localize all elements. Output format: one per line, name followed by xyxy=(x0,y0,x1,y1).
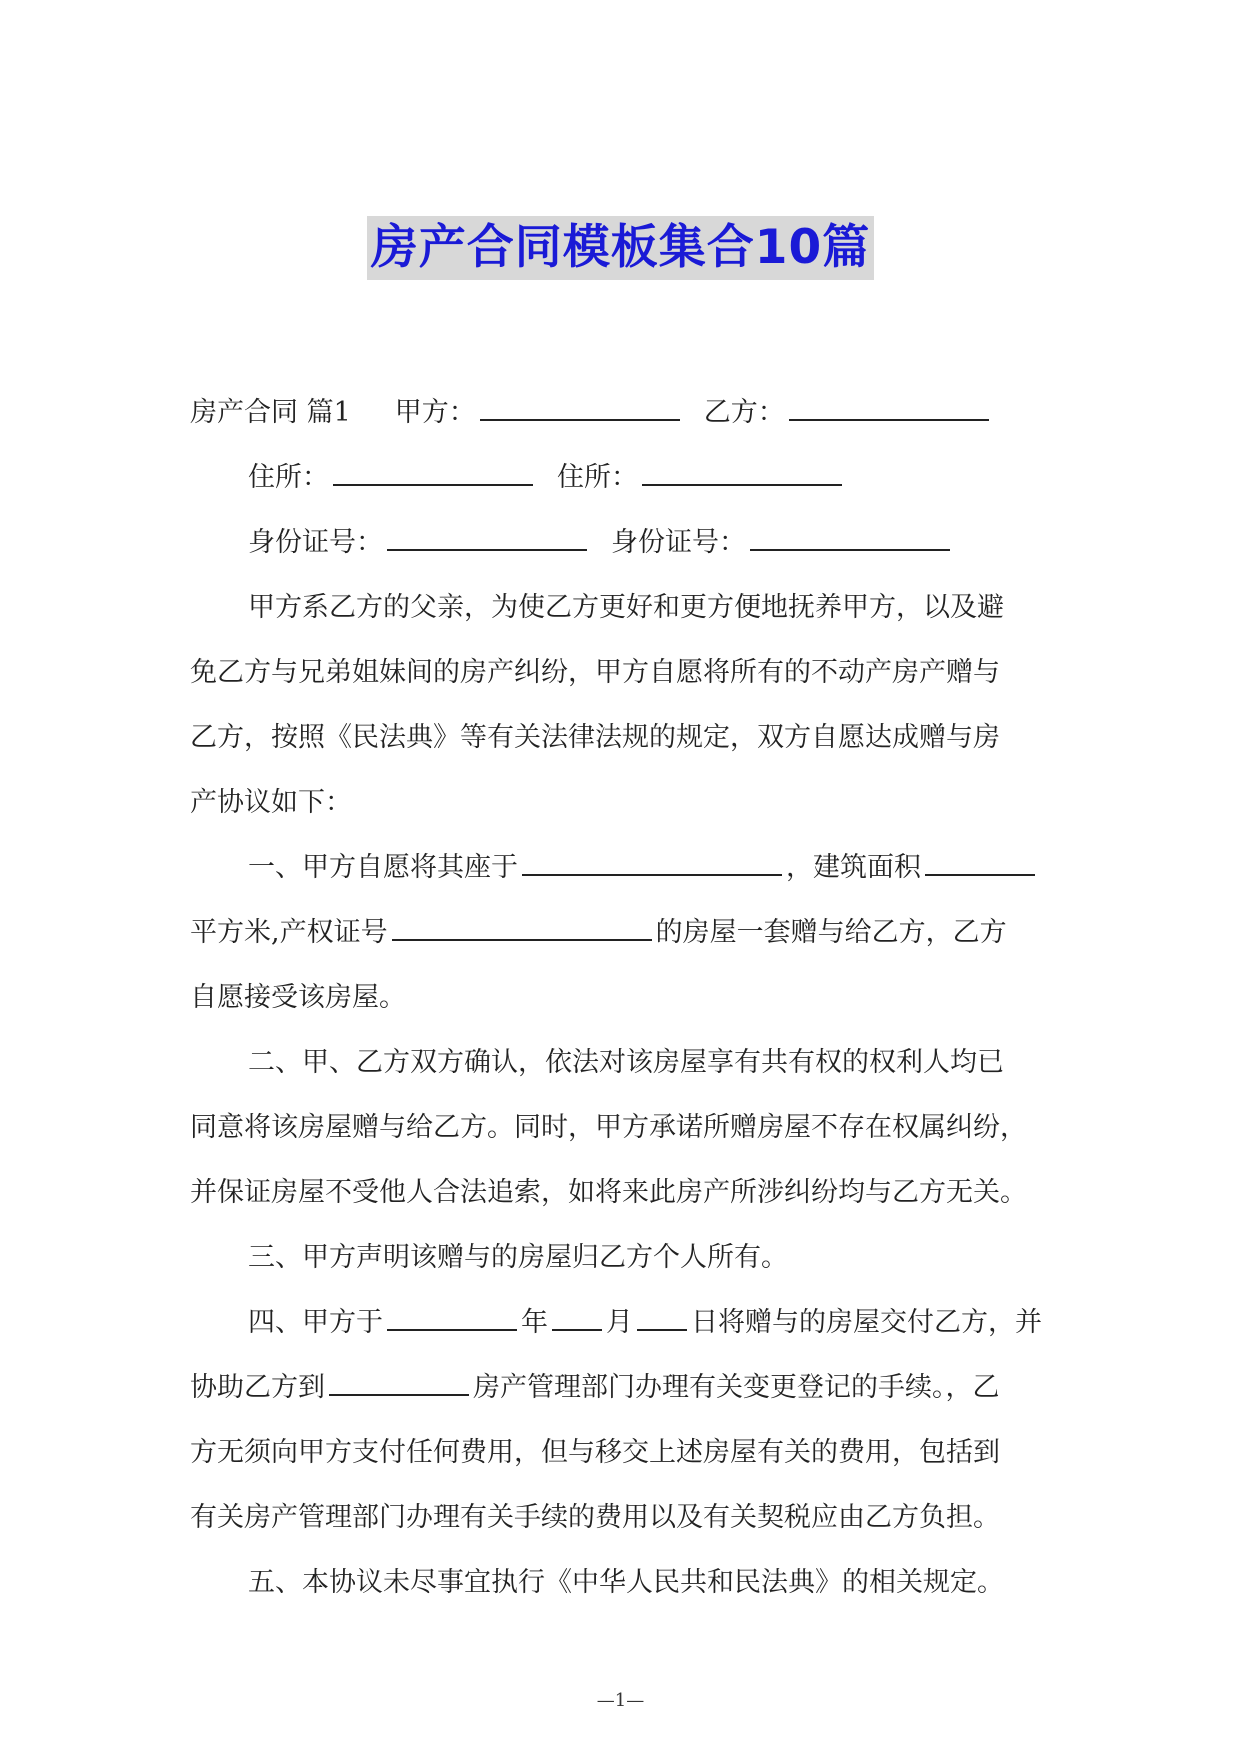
department-blank xyxy=(329,1370,469,1396)
location-blank xyxy=(522,850,782,876)
party-b-blank xyxy=(789,395,989,421)
article-1-text-a: 一、甲方自愿将其座于 xyxy=(248,852,518,883)
contract-body xyxy=(190,380,1060,1615)
certificate-blank xyxy=(392,915,652,941)
id-b-blank xyxy=(750,525,950,551)
article-2-line-1: 二、甲、乙方双方确认，依法对该房屋享有共有权的权利人均已 xyxy=(248,1047,1004,1078)
month-blank xyxy=(552,1305,602,1331)
article-4-line-2 xyxy=(190,1355,1060,1420)
intro-line-1: 甲方系乙方的父亲，为使乙方更好和更方便地抚养甲方，以及避 xyxy=(248,592,1004,623)
article-2-line-2: 同意将该房屋赠与给乙方。同时，甲方承诺所赠房屋不存在权属纠纷， xyxy=(190,1112,1027,1143)
party-line xyxy=(190,380,1060,445)
party-b-label: 乙方： xyxy=(703,397,785,428)
intro-line-2: 免乙方与兄弟姐妹间的房产纠纷，甲方自愿将所有的不动产房产赠与 xyxy=(190,657,1000,688)
year-label: 年 xyxy=(521,1307,548,1338)
id-line xyxy=(190,510,1060,575)
address-line xyxy=(190,445,1060,510)
article-4-text-a: 四、甲方于 xyxy=(248,1307,383,1338)
intro-line-3: 乙方，按照《民法典》等有关法律法规的规定，双方自愿达成赠与房 xyxy=(190,722,1000,753)
area-blank xyxy=(925,850,1035,876)
address-a-blank xyxy=(333,460,533,486)
address-b-label: 住所： xyxy=(557,462,638,493)
address-a-label: 住所： xyxy=(248,462,329,493)
article-4-line-3: 方无须向甲方支付任何费用，但与移交上述房屋有关的费用，包括到 xyxy=(190,1437,1000,1468)
article-4-text-d: 房产管理部门办理有关变更登记的手续。，乙 xyxy=(473,1372,1000,1403)
id-a-label: 身份证号： xyxy=(248,527,383,558)
party-a-blank xyxy=(480,395,680,421)
address-b-blank xyxy=(642,460,842,486)
contract-heading: 房产合同 篇1 xyxy=(190,397,351,428)
party-a-label: 甲方： xyxy=(394,397,476,428)
year-blank xyxy=(387,1305,517,1331)
id-b-label: 身份证号： xyxy=(611,527,746,558)
article-4-line-1 xyxy=(190,1290,1060,1355)
title-container xyxy=(0,216,1241,280)
month-label: 月 xyxy=(606,1307,633,1338)
article-1-text-b: ，建筑面积 xyxy=(786,852,921,883)
article-1-text-c: 平方米,产权证号 xyxy=(190,917,388,948)
article-4-text-b: 日将赠与的房屋交付乙方，并 xyxy=(691,1307,1042,1338)
article-4-text-c: 协助乙方到 xyxy=(190,1372,325,1403)
article-3: 三、甲方声明该赠与的房屋归乙方个人所有。 xyxy=(248,1242,788,1273)
article-4-line-4: 有关房产管理部门办理有关手续的费用以及有关契税应由乙方负担。 xyxy=(190,1502,1000,1533)
day-blank xyxy=(637,1305,687,1331)
article-1-line-2 xyxy=(190,900,1060,965)
page-number: —1— xyxy=(596,1690,645,1711)
article-1-text-d: 的房屋一套赠与给乙方，乙方 xyxy=(655,917,1007,948)
article-1-line-1 xyxy=(190,835,1060,900)
article-1-line-3: 自愿接受该房屋。 xyxy=(190,982,406,1013)
article-5: 五、本协议未尽事宜执行《中华人民共和民法典》的相关规定。 xyxy=(248,1567,1004,1598)
id-a-blank xyxy=(387,525,587,551)
intro-line-4: 产协议如下： xyxy=(190,787,352,818)
document-title: 房产合同模板集合10篇 xyxy=(367,216,874,280)
article-2-line-3: 并保证房屋不受他人合法追索，如将来此房产所涉纠纷均与乙方无关。 xyxy=(190,1177,1027,1208)
